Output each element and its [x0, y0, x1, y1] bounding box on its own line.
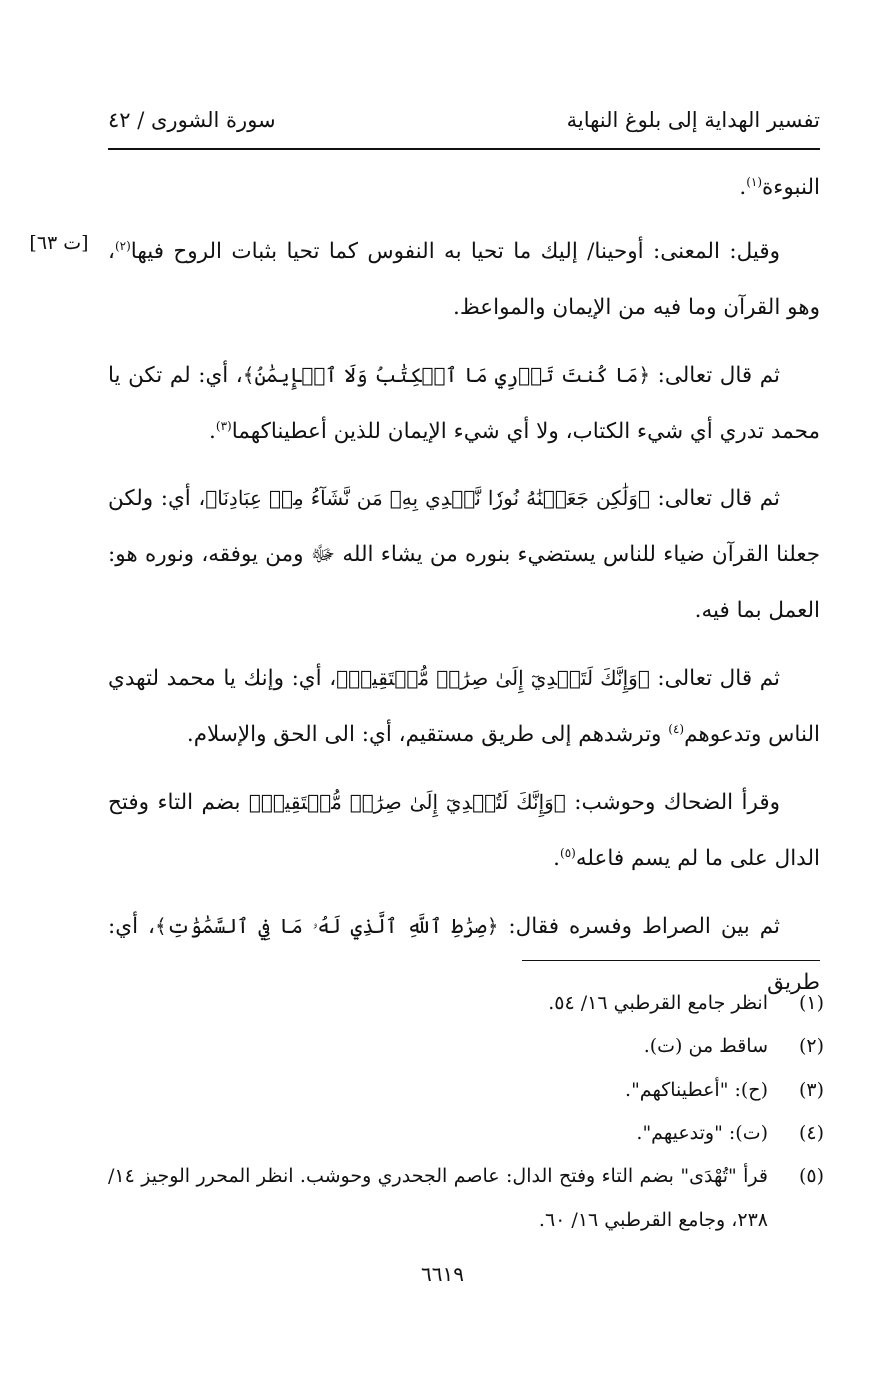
footnote-ref[interactable]: (٥) [560, 845, 576, 860]
footnote-number: (١) [798, 992, 824, 1014]
footnote-text: قرأ "تُهْدَى" بضم التاء وفتح الدال: عاصم الجحدري وحوشب. انظر المحرر الوجيز ١٤/ ٢٣٨، وجامع القرطبي ١٦/ ٦٠. [108, 1165, 768, 1231]
paragraph-5: ثم قال تعالى: ﴿وَإِنَّكَ لَتَهۡدِيٓ إِلَىٰ صِرَٰطٖ مُّسۡتَقِيمٖ﴾، أي: وإنك يا محمد لتهدي الناس وتدعوهم$^{(٤)}$ وترشدهم إلى طريق مستقيم، أي: الى الحق والإسلام. [108, 666, 820, 748]
paragraph-4: ثم قال تعالى: ﴿وَلَٰكِن جَعَلۡنَٰهُ نُورٗا نَّهۡدِي بِهِۦ مَن نَّشَآءُ مِنۡ عِبَادِنَا﴾، أي: ولكن جعلنا القرآن ضياء للناس يستضيء بنوره من يشاء الله ﷻ ومن يوفقه، ونوره هو: العمل بما فيه. [108, 486, 820, 624]
quran-verse: ﴿وَإِنَّكَ لَتَهۡدِيٓ إِلَىٰ صِرَٰطٖ مُّسۡتَقِيمٖ﴾ [336, 666, 650, 691]
footnote [108, 1112, 824, 1155]
paragraph-1: النبوءة$^{(١)}$. [739, 174, 820, 200]
footnote-text: (ت): "وتدعيهم". [636, 1121, 768, 1144]
quran-verse: ﴿وَإِنَّكَ لَتُهۡدِيٓ إِلَىٰ صِرَٰطٖ مُّسۡتَقِيمٖ﴾ [248, 789, 566, 814]
quran-verse: ﴿وَلَٰكِن جَعَلۡنَٰهُ نُورٗا نَّهۡدِي بِهِۦ مَن نَّشَآءُ مِنۡ عِبَادِنَا﴾ [205, 486, 650, 511]
footnote-separator [522, 960, 820, 961]
footnote-number: (٥) [798, 1165, 824, 1188]
footnote [108, 1069, 824, 1112]
footnote [108, 1155, 824, 1242]
footnote-text: انظر جامع القرطبي ١٦/ ٥٤. [548, 992, 768, 1014]
footnote-ref[interactable]: (٢) [114, 238, 131, 253]
footnote [108, 982, 824, 1025]
footnote [108, 1025, 824, 1068]
running-header [108, 100, 820, 140]
footnotes [108, 982, 824, 1242]
footnote-number: (٢) [798, 1035, 824, 1058]
footnote-ref[interactable]: (٣) [215, 418, 232, 433]
paragraph-3: ثم قال تعالى: ﴿مَا كُنتَ تَدۡرِي مَا ٱلۡكِتَٰبُ وَلَا ٱلۡإِيمَٰنُ﴾، أي: لم تكن يا محمد تدري أي شيء الكتاب، ولا أي شيء الإيمان للذين أعطيناكهما$^{(٣)}$. [108, 362, 820, 444]
manuscript-marker: [ت ٦٣] [29, 232, 89, 254]
quran-verse: ﴿مَا كُنتَ تَدۡرِي مَا ٱلۡكِتَٰبُ وَلَا ٱلۡإِيمَٰنُ﴾ [242, 362, 651, 387]
footnote-ref[interactable]: (٤) [668, 721, 685, 736]
footnote-text: (ح): "أعطيناكهم". [625, 1078, 768, 1101]
surah-label: سورة الشورى / ٤٢ [108, 108, 276, 132]
page-number: ٦٦١٩ [421, 1262, 464, 1286]
paragraph-7: ثم بين الصراط وفسره فقال: ﴿صِرَٰطِ ٱللَّهِ ٱلَّذِي لَهُۥ مَا فِي ٱلسَّمَٰوَٰتِ﴾، أي: طريق [108, 913, 820, 995]
paragraph-2: وقيل: المعنى: أوحينا/ إليك ما تحيا به النفوس كما تحيا بثبات الروح فيها$^{(٢)}$، وهو القرآن وما فيه من الإيمان والمواعظ. [108, 238, 820, 320]
footnote-number: (٤) [798, 1121, 824, 1144]
header-rule [108, 148, 820, 150]
footnote-text: ساقط من (ت). [643, 1035, 768, 1058]
footnote-ref[interactable]: (١) [746, 174, 763, 189]
main-text [108, 160, 820, 1022]
paragraph-6: وقرأ الضحاك وحوشب: ﴿وَإِنَّكَ لَتُهۡدِيٓ إِلَىٰ صِرَٰطٖ مُّسۡتَقِيمٖ﴾ بضم التاء وفتح الدال على ما لم يسم فاعله$^{(٥)}$. [108, 789, 820, 871]
footnote-number: (٣) [798, 1078, 824, 1101]
book-title: تفسير الهداية إلى بلوغ النهاية [566, 108, 820, 132]
quran-verse: ﴿صِرَٰطِ ٱللَّهِ ٱلَّذِي لَهُۥ مَا فِي ٱلسَّمَٰوَٰتِ﴾ [155, 913, 499, 938]
